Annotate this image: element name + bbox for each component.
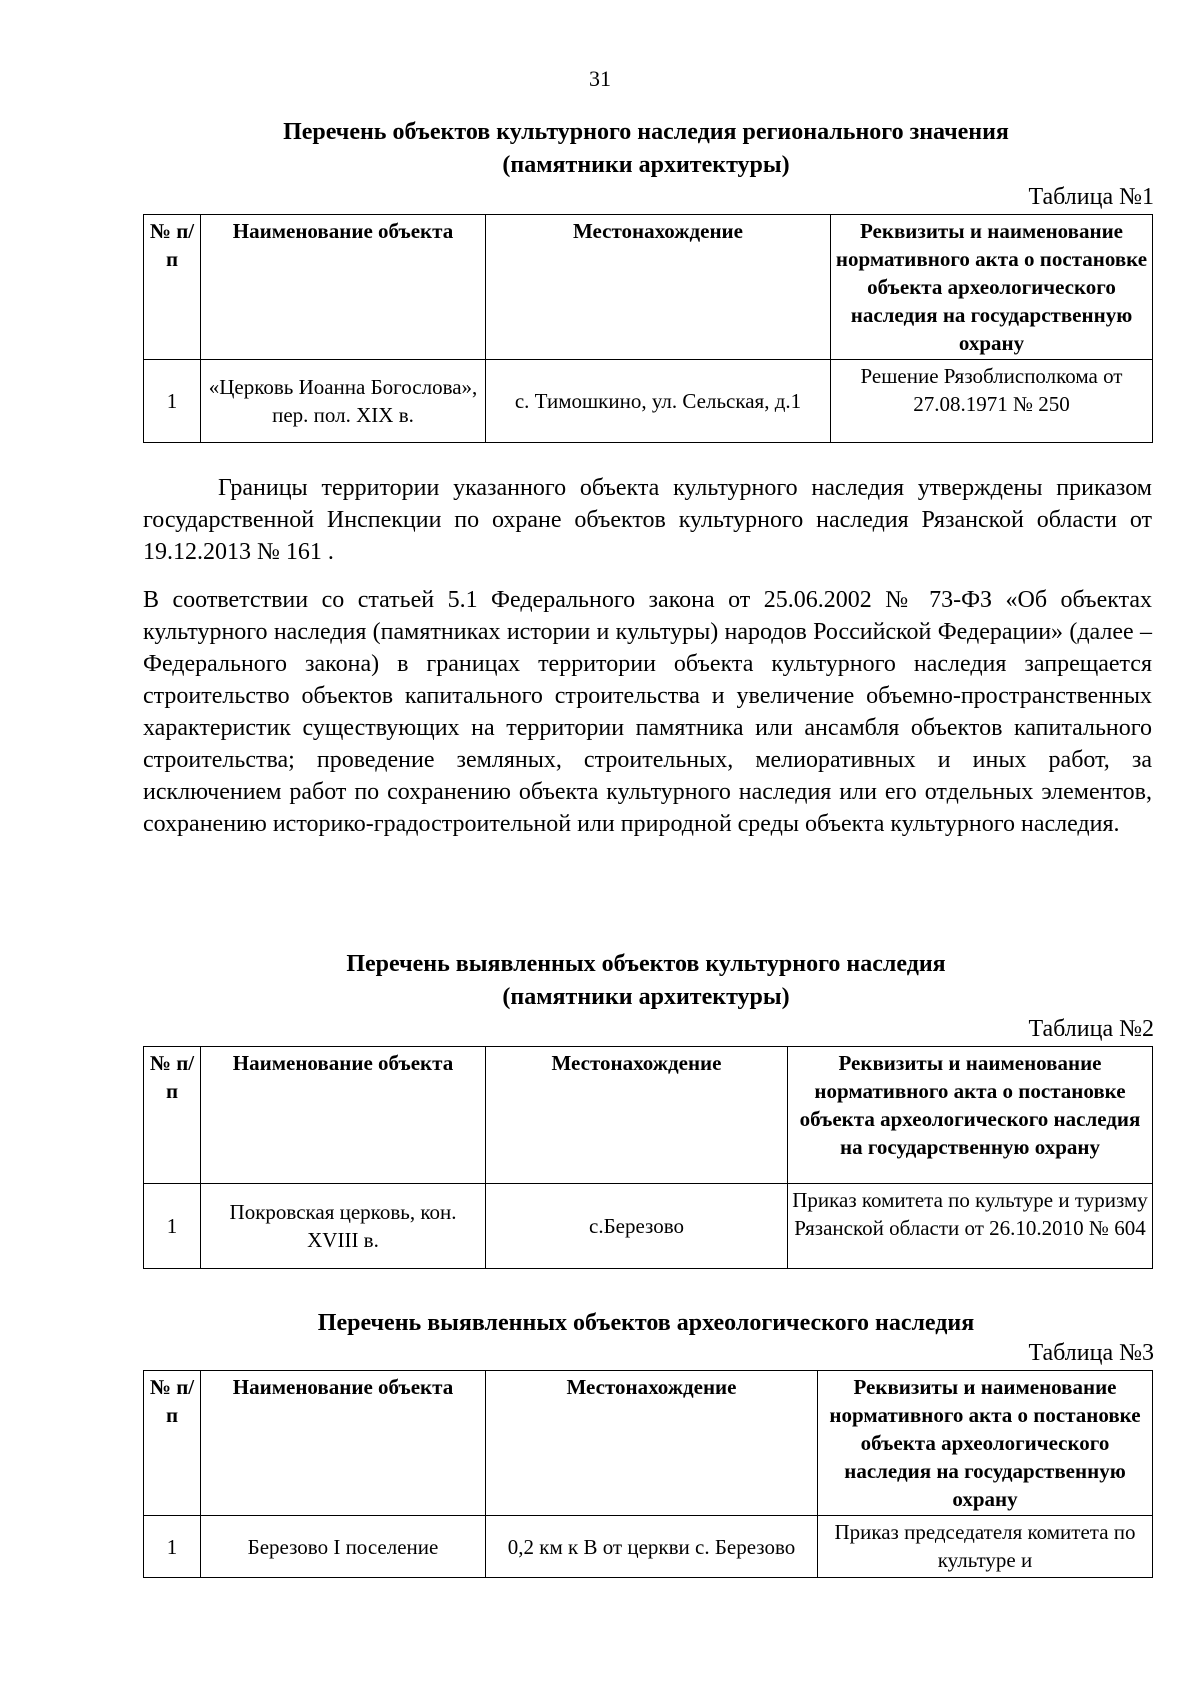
table1-cell-act: Решение Рязоблисполкома от 27.08.1971 № 250 xyxy=(831,360,1153,443)
table3-cell-num: 1 xyxy=(144,1516,201,1578)
table2 xyxy=(143,1046,1153,1269)
paragraph-boundaries: Границы территории указанного объекта культурного наследия утверждены приказом государственной Инспекции по охране объектов культурного наследия Рязанской области от 19.12.2013 № 161 . xyxy=(143,475,1152,565)
table1 xyxy=(143,214,1153,443)
paragraph-law: В соответствии со статьей 5.1 Федерального закона от 25.06.2002 № 73-ФЗ «Об объектах культурного наследия (памятниках истории и культуры) народов Российской Федерации» (далее – Федерального закона) в границах территории объекта культурного наследия запрещается строительство объектов капитального строительства и увеличение объемно-пространственных характеристик существующих на территории памятника или ансамбля объектов капитального строительства; проведение земляных, строительных, мелиоративных и иных работ, за исключением работ по сохранению объекта культурного наследия или его отдельных элементов, сохранению историко-градостроительной или природной среды объекта культурного наследия. xyxy=(143,587,1152,837)
table3-header-location: Местонахождение xyxy=(486,1371,818,1516)
table-row xyxy=(144,1184,1153,1269)
table1-cell-name: «Церковь Иоанна Богослова», пер. пол. XIX в. xyxy=(201,360,486,443)
table2-header-act: Реквизиты и наименование нормативного акта о постановке объекта археологического наследия на государственную охрану xyxy=(788,1047,1153,1184)
section2-title-line2: (памятники архитектуры) xyxy=(502,984,790,1010)
table3-header-num: № п/п xyxy=(144,1371,201,1516)
table1-header-name: Наименование объекта xyxy=(201,215,486,360)
table1-header-num: № п/п xyxy=(144,215,201,360)
table2-cell-name: Покровская церковь, кон. XVIII в. xyxy=(201,1184,486,1269)
table2-cell-num: 1 xyxy=(144,1184,201,1269)
section2-title-line1: Перечень выявленных объектов культурного наследия xyxy=(346,951,946,977)
table2-header-name: Наименование объекта xyxy=(201,1047,486,1184)
table-row xyxy=(144,1516,1153,1578)
table3 xyxy=(143,1370,1153,1578)
table2-header-location: Местонахождение xyxy=(486,1047,788,1184)
table1-header-act: Реквизиты и наименование нормативного акта о постановке объекта археологического наследия на государственную охрану xyxy=(831,215,1153,360)
table1-header-location: Местонахождение xyxy=(486,215,831,360)
table3-cell-name: Березово I поселение xyxy=(201,1516,486,1578)
table-row xyxy=(144,360,1153,443)
table3-label: Таблица №3 xyxy=(1028,1340,1154,1366)
table3-header-name: Наименование объекта xyxy=(201,1371,486,1516)
table2-cell-act: Приказ комитета по культуре и туризму Рязанской области от 26.10.2010 № 604 xyxy=(788,1184,1153,1269)
table2-header-num: № п/п xyxy=(144,1047,201,1184)
table2-label: Таблица №2 xyxy=(1028,1016,1154,1042)
section1-title-line1: Перечень объектов культурного наследия регионального значения xyxy=(283,119,1009,145)
table1-label: Таблица №1 xyxy=(1028,184,1154,210)
table2-header-row xyxy=(144,1047,1153,1184)
table3-header-act: Реквизиты и наименование нормативного акта о постановке объекта археологического наследия на государственную охрану xyxy=(818,1371,1153,1516)
section1-title-line2: (памятники архитектуры) xyxy=(502,152,790,178)
table2-cell-location: с.Березово xyxy=(486,1184,788,1269)
table1-cell-location: с. Тимошкино, ул. Сельская, д.1 xyxy=(486,360,831,443)
table1-header-row xyxy=(144,215,1153,360)
table3-cell-act: Приказ председателя комитета по культуре и xyxy=(818,1516,1153,1578)
section3-title: Перечень выявленных объектов археологического наследия xyxy=(317,1310,975,1336)
page-number: 31 xyxy=(589,66,611,91)
table3-header-row xyxy=(144,1371,1153,1516)
table3-cell-location: 0,2 км к В от церкви с. Березово xyxy=(486,1516,818,1578)
table1-cell-num: 1 xyxy=(144,360,201,443)
